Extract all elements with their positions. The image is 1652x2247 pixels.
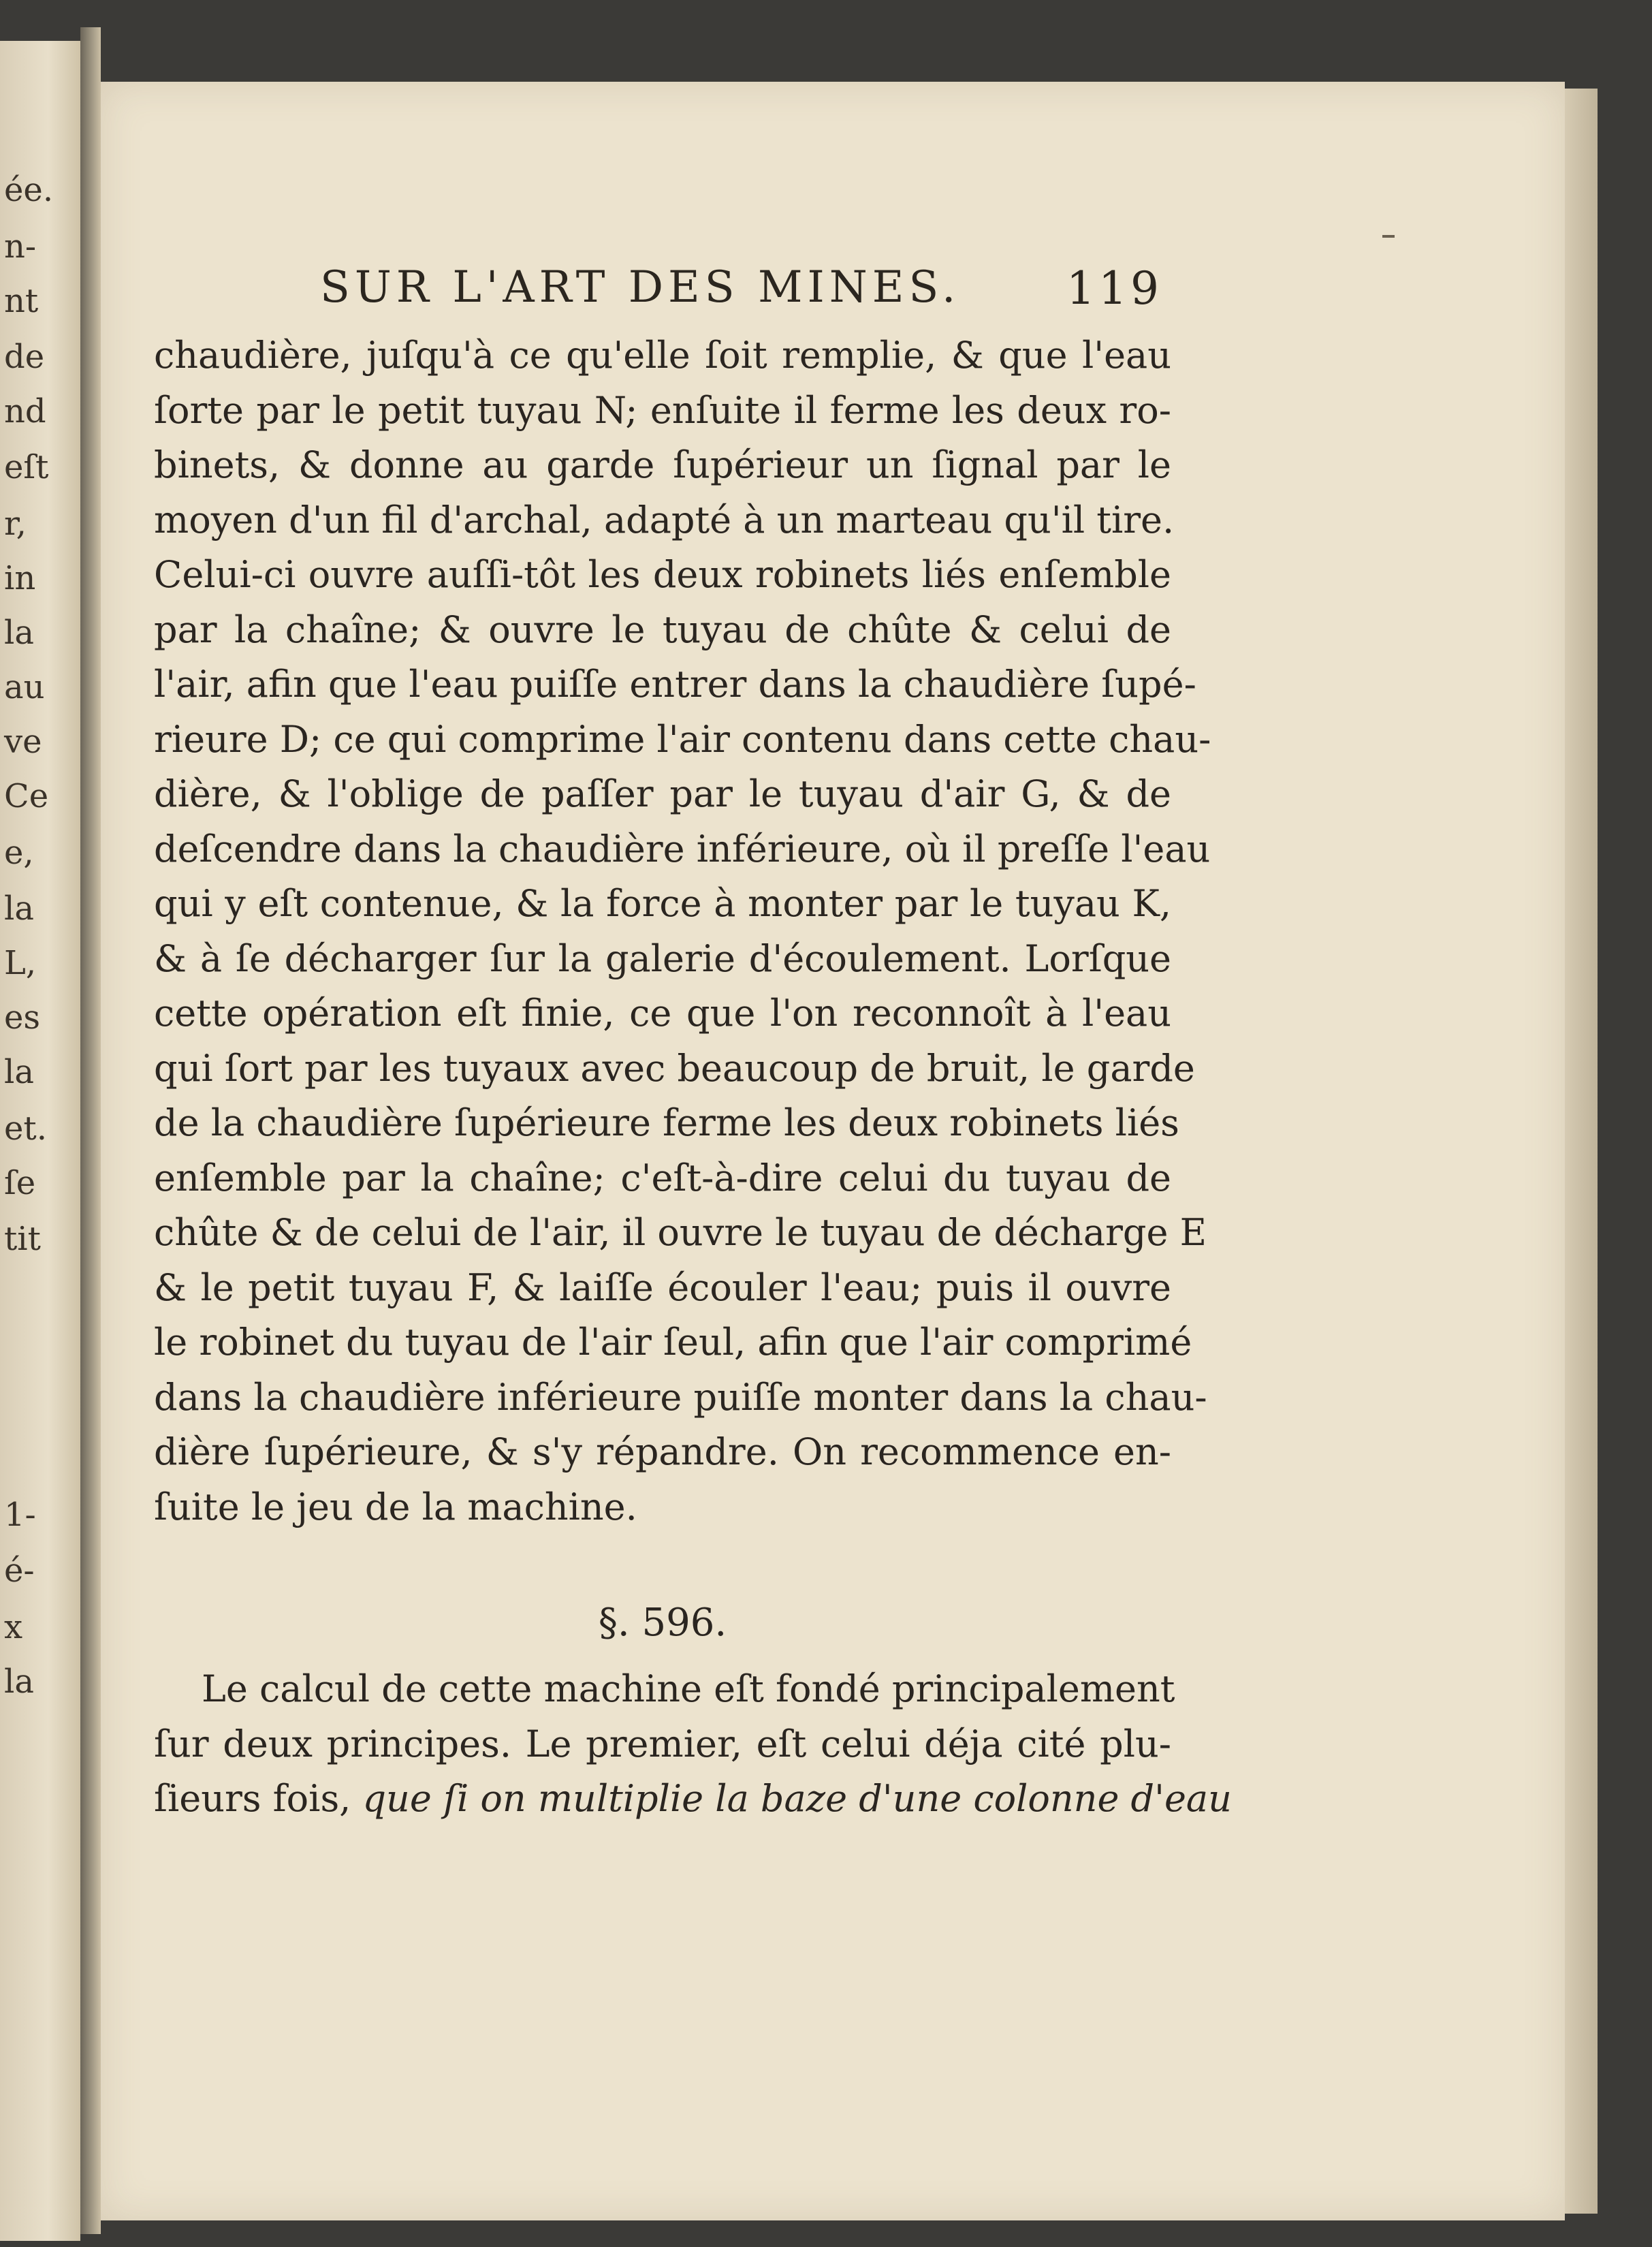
text-line: le robinet du tuyau de l'air ſeul, afin que l'air comprimé xyxy=(154,1321,1192,1364)
left-page-edge xyxy=(0,41,80,2241)
left-page-fragment: n- xyxy=(4,227,37,266)
left-page-fragment: r, xyxy=(4,505,27,543)
section-heading: §. 596. xyxy=(598,1601,727,1645)
text-line: ſur deux principes. Le premier, eſt celui déja cité plu- xyxy=(154,1722,1171,1765)
text-line: de la chaudière ſupérieure ferme les deux robinets liés xyxy=(154,1101,1179,1144)
left-page-fragment: ſe xyxy=(4,1164,36,1202)
left-page-fragment: ve xyxy=(4,723,42,761)
left-page-fragment: et. xyxy=(4,1110,47,1148)
text-line: dière ſupérieure, & s'y répandre. On recommence en- xyxy=(154,1430,1171,1473)
text-line: l'air, afin que l'eau puiſſe entrer dans la chaudière ſupé- xyxy=(154,663,1196,706)
left-page-fragment: e, xyxy=(4,834,34,872)
left-page-fragment: la xyxy=(4,890,34,928)
text-line: enſemble par la chaîne; c'eſt-à-dire celui du tuyau de xyxy=(154,1156,1171,1199)
text-line: rieure D; ce qui comprime l'air contenu dans cette chau- xyxy=(154,717,1211,761)
left-page-fragment: x xyxy=(4,1608,23,1646)
italic-text: que ſi on multiplie la baze d'une colonne d'eau xyxy=(351,1777,1232,1820)
text-line: ſieurs fois, que ſi on multiplie la baze d'une colonne d'eau xyxy=(154,1777,1232,1820)
text-line: chûte & de celui de l'air, il ouvre le tuyau de décharge E xyxy=(154,1211,1207,1254)
running-head-title: SUR L'ART DES MINES. xyxy=(320,262,961,313)
left-page-fragment: es xyxy=(4,999,41,1037)
text-line: dans la chaudière inférieure puiſſe monter dans la chau- xyxy=(154,1375,1207,1419)
left-page-fragment: 1- xyxy=(4,1496,36,1534)
text-line: & à ſe décharger ſur la galerie d'écoulement. Lorſque xyxy=(154,937,1171,980)
text-line: binets, & donne au garde ſupérieur un ſignal par le xyxy=(154,443,1171,486)
left-page-fragment: la xyxy=(4,614,34,652)
left-page-fragment: tit xyxy=(4,1220,41,1258)
corner-mark xyxy=(1382,235,1395,238)
text-line: cette opération eſt finie, ce que l'on reconnoît à l'eau xyxy=(154,992,1171,1035)
paragraph-1 xyxy=(154,328,1211,1535)
left-page-fragment: au xyxy=(4,668,45,706)
left-page-fragment: la xyxy=(4,1053,34,1091)
book-gutter xyxy=(80,27,101,2234)
left-page-fragment: é- xyxy=(4,1552,35,1590)
text-line: moyen d'un fil d'archal, adapté à un marteau qu'il tire. xyxy=(154,498,1175,541)
text-line: Celui-ci ouvre auſſi-tôt les deux robinets liés enſemble xyxy=(154,553,1171,596)
text-line: qui ſort par les tuyaux avec beaucoup de bruit, le garde xyxy=(154,1046,1195,1090)
text-line: dière, & l'oblige de paſſer par le tuyau d'air G, & de xyxy=(154,772,1171,815)
text-line: deſcendre dans la chaudière inférieure, où il preſſe l'eau xyxy=(154,827,1211,870)
paragraph-2 xyxy=(154,1662,1232,1827)
text-line: ſuite le jeu de la machine. xyxy=(154,1485,637,1528)
left-page-fragment: eſt xyxy=(4,448,49,486)
left-page-fragment: la xyxy=(4,1663,34,1701)
page-fore-edge xyxy=(1565,89,1598,2214)
left-page-fragment: nt xyxy=(4,282,39,320)
left-page-fragment: L, xyxy=(4,944,37,982)
left-page-fragment: de xyxy=(4,338,45,376)
page-number: 119 xyxy=(1066,262,1162,315)
text-line: ſorte par le petit tuyau N; enſuite il ferme les deux ro- xyxy=(154,388,1171,432)
text-line: par la chaîne; & ouvre le tuyau de chûte & celui de xyxy=(154,608,1171,651)
text-line: & le petit tuyau F, & laiſſe écouler l'eau; puis il ouvre xyxy=(154,1266,1171,1309)
text-line: qui y eſt contenue, & la force à monter par le tuyau K, xyxy=(154,882,1171,925)
left-page-fragment: Ce xyxy=(4,777,49,815)
left-page-fragment: in xyxy=(4,559,36,597)
text-line: chaudière, juſqu'à ce qu'elle ſoit remplie, & que l'eau xyxy=(154,334,1171,377)
left-page-fragment: ée. xyxy=(4,171,54,209)
text-line: Le calcul de cette machine eſt fondé principalement xyxy=(202,1667,1175,1710)
left-page-fragment: nd xyxy=(4,392,46,430)
